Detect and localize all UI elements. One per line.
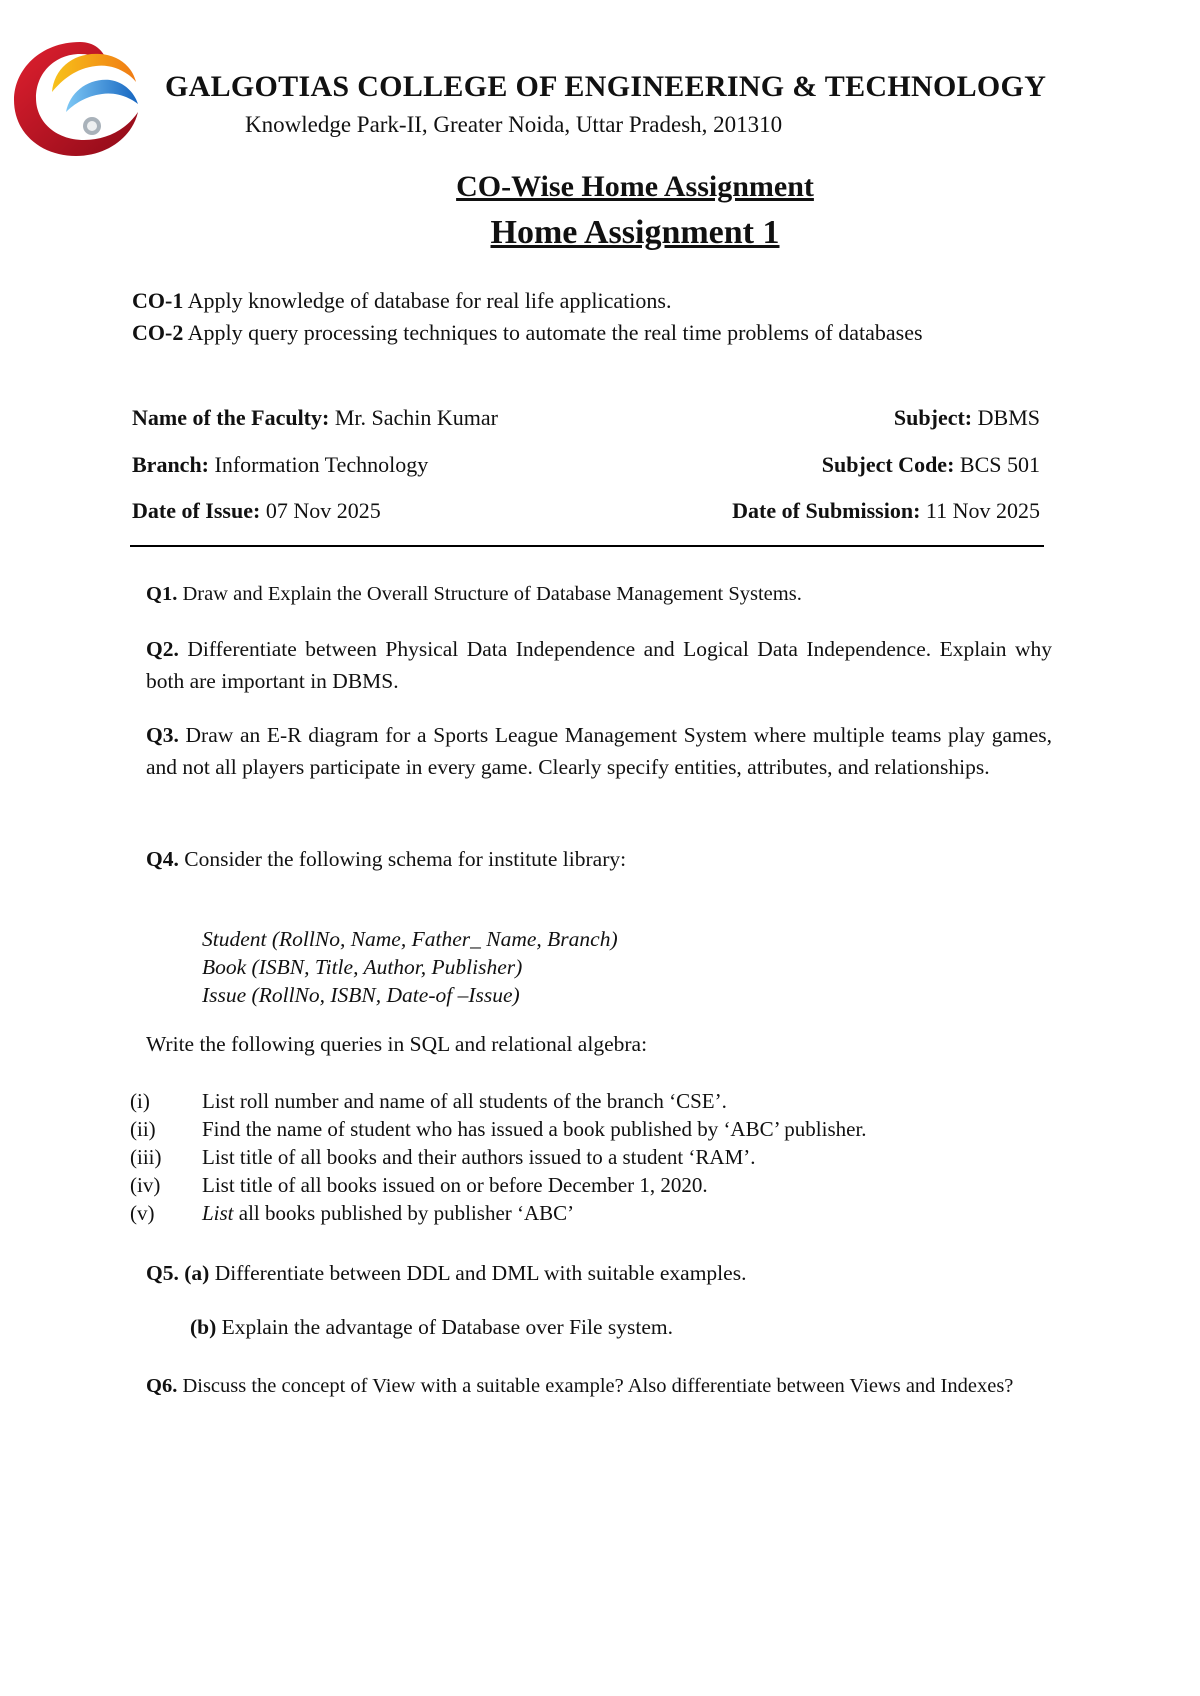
question-number: Q4. [146,847,179,871]
faculty-field [132,405,498,431]
document-type: CO-Wise Home Assignment [456,170,814,203]
co-text: Apply query processing techniques to automate the real time problems of databases [183,320,923,345]
sub-question-number: (iii) [130,1145,162,1169]
question-text: Discuss the concept of View with a suitable example? Also differentiate between Views and Indexes? [177,1375,1014,1397]
question-number: Q3. [146,723,179,747]
issue-date-label: Date of Issue: [132,498,261,523]
issue-date-value: 07 Nov 2025 [260,498,381,523]
subject-code-value: BCS 501 [954,452,1040,477]
co-code: CO-2 [132,320,184,345]
submission-date-value: 11 Nov 2025 [920,498,1040,523]
question-1 [146,578,1052,610]
co-item [132,317,923,349]
subject-code-field [822,452,1040,478]
college-name: GALGOTIAS COLLEGE OF ENGINEERING & TECHNOLOGY [165,70,1047,103]
question-number: Q1. [146,583,178,605]
library-schema [202,925,618,1009]
part-a-label: (a) [184,1261,210,1285]
question-3 [146,719,1052,783]
college-logo [10,34,145,159]
college-address: Knowledge Park-II, Greater Noida, Uttar Pradesh, 201310 [245,112,783,137]
faculty-value: Mr. Sachin Kumar [329,405,498,430]
sub-question-text: List roll number and name of all students of the branch ‘CSE’. [202,1089,727,1113]
sub-question-text: List title of all books and their authors issued to a student ‘RAM’. [202,1145,756,1169]
sub-question-number: (ii) [130,1117,156,1141]
subject-field [894,405,1040,431]
logo-blue-swoosh [66,80,138,112]
question-4 [146,843,1052,875]
question-number: Q6. [146,1375,178,1397]
question-text: Draw an E-R diagram for a Sports League Management System where multiple teams play games, and not all players participate in every game. Clearly specify entities, attributes, and relationships. [146,723,1052,779]
question-text: Draw and Explain the Overall Structure of Database Management Systems. [177,583,802,605]
submission-date-label: Date of Submission: [732,498,921,523]
question-2 [146,633,1052,697]
question-number: Q5. [146,1261,179,1285]
schema-line: Issue (RollNo, ISBN, Date-of –Issue) [202,983,520,1007]
faculty-label: Name of the Faculty: [132,405,330,430]
sub-question-text: List title of all books issued on or before December 1, 2020. [202,1173,708,1197]
question-5 [146,1257,1052,1289]
sub-question-lead: List [202,1201,234,1225]
part-b-label: (b) [190,1315,217,1339]
co-code: CO-1 [132,288,184,313]
page-title: Home Assignment 1 [490,214,780,251]
question-text: Consider the following schema for institute library: [178,847,627,871]
co-text: Apply knowledge of database for real life applications. [183,288,672,313]
sub-question-text-wrap [202,1199,574,1227]
question-number: Q2. [146,637,179,661]
subject-value: DBMS [972,405,1040,430]
subject-code-label: Subject Code: [821,452,955,477]
subject-label: Subject: [893,405,973,430]
issue-date-field [132,498,381,524]
question-text: Differentiate between Physical Data Independence and Logical Data Independence. Explain why both are important in DBMS. [146,637,1052,693]
course-outcomes [132,285,923,349]
part-b-text: Explain the advantage of Database over File system. [216,1315,674,1339]
query-instruction: Write the following queries in SQL and relational algebra: [146,1032,648,1056]
question-5-part-b [190,1315,673,1340]
schema-line: Student (RollNo, Name, Father_ Name, Branch) [202,927,618,951]
branch-label: Branch: [132,452,209,477]
divider [130,545,1044,547]
co-item [132,285,923,317]
sub-question-number: (iv) [130,1173,161,1197]
sub-question-text: Find the name of student who has issued a book published by ‘ABC’ publisher. [202,1117,867,1141]
branch-value: Information Technology [209,452,429,477]
part-a-text: Differentiate between DDL and DML with suitable examples. [209,1261,747,1285]
sub-question-number: (v) [130,1201,155,1225]
sub-question-text: all books published by publisher ‘ABC’ [233,1201,575,1225]
sub-question-number: (i) [130,1089,150,1113]
branch-field [132,452,428,478]
submission-date-field [732,498,1040,524]
question-6 [146,1372,1052,1400]
schema-line: Book (ISBN, Title, Author, Publisher) [202,955,523,979]
